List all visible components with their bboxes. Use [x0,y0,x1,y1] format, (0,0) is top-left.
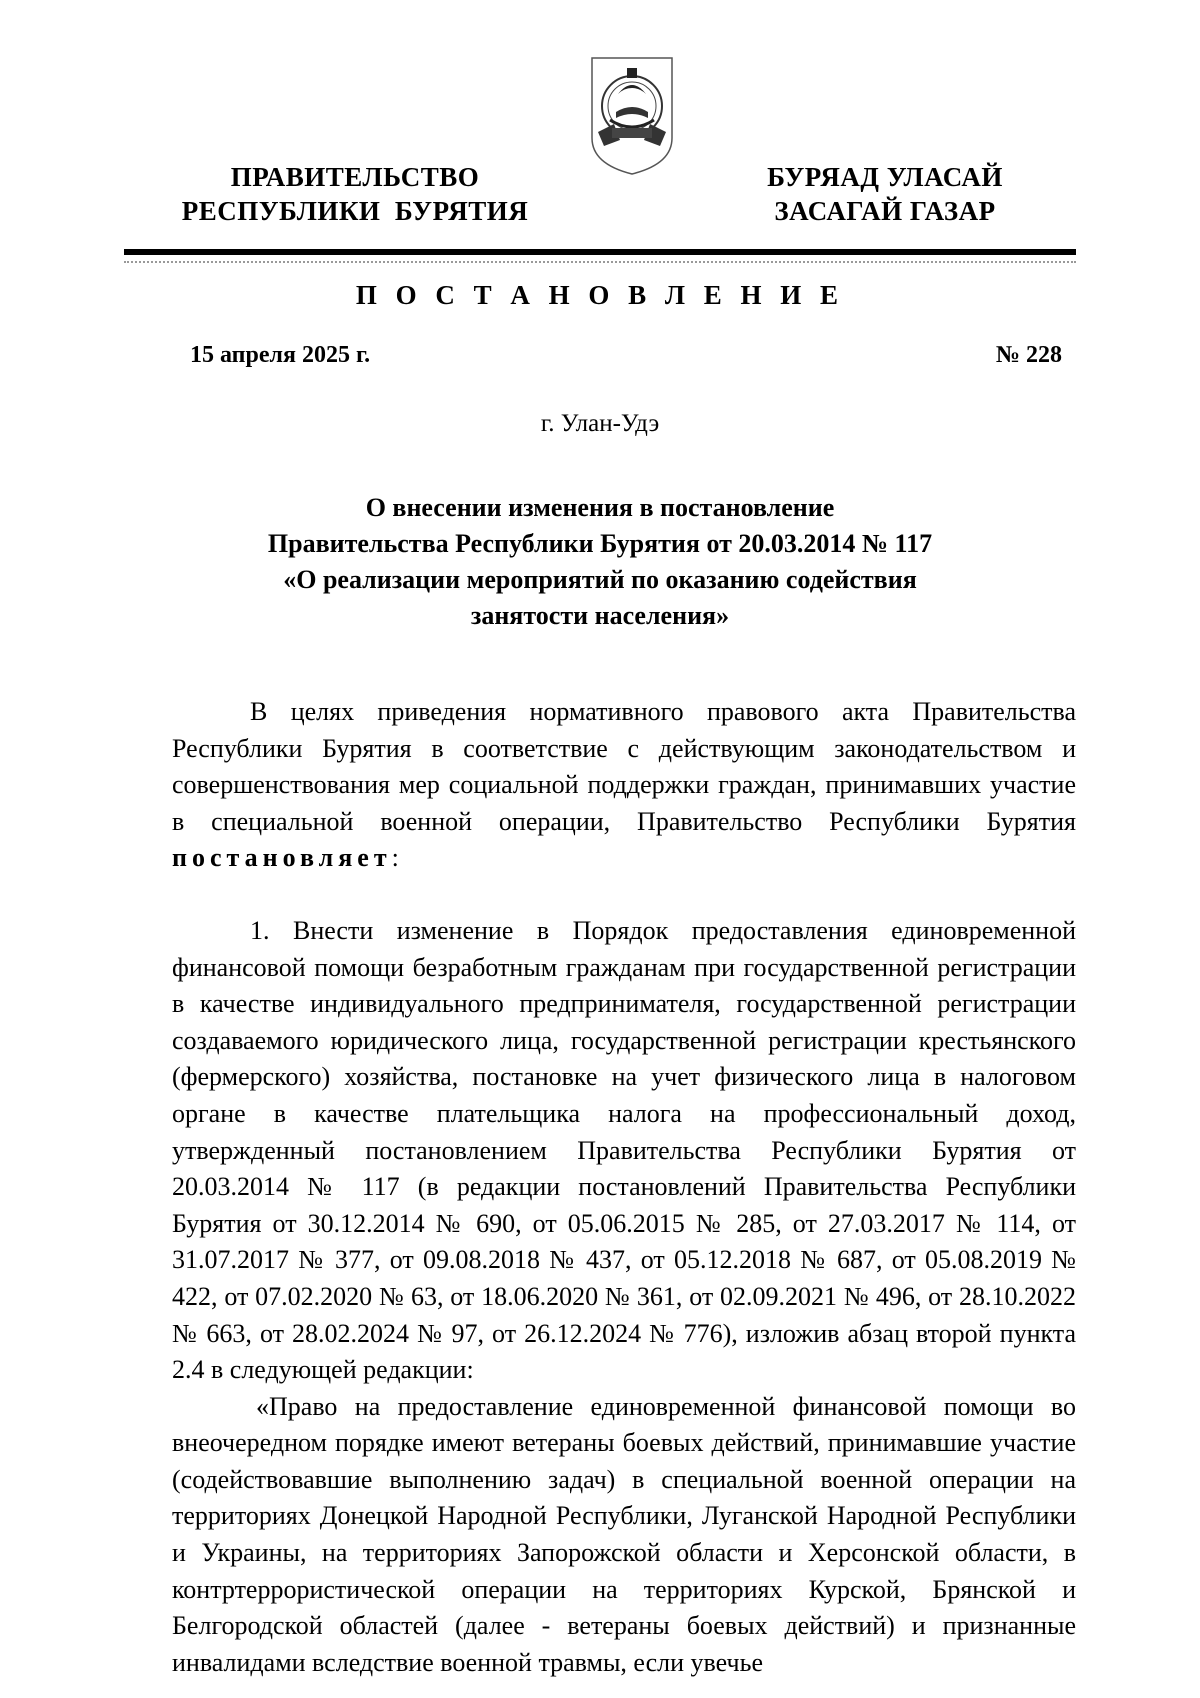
preamble-text: В целях приведения нормативного правового акта Правительства Республики Бурятия в соответствие с действующим законодательством и совершенствования мер социальной поддержки граждан, принимавших участие в специальной военной операции, Правительство Республики Бурятия [172,697,1076,836]
document-type: П О С Т А Н О В Л Е Н И Е [355,280,845,310]
header-divider-thick [124,249,1076,255]
document-number: № 228 [995,342,1062,368]
document-date: 15 апреля 2025 г. [190,342,371,368]
decree-word: постановляет [172,843,392,873]
title-line-3: «О реализации мероприятий по оказанию содействия [283,565,917,594]
quoted-paragraph: «Право на предоставление единовременной финансовой помощи во внеочередном порядке имеют ветераны боевых действий, принимавшие участие (содействовавшие выполнению задач) в специальной военной операции на территориях Донецкой Народной Республики, Луганской Народной Республики и Украины, на территориях Запорожской области и Херсонской области, в контртеррористической операции на территориях Курской, Брянской и Белгородской областей (далее - ветераны боевых действий) и признанные инвалидами вследствие военной травмы, если увечье [172,1391,1076,1677]
document-city: г. Улан-Удэ [540,410,660,437]
header-divider-thin [124,261,1076,263]
issuer-line-1: ПРАВИТЕЛЬСТВО [230,162,480,192]
document-title [170,490,1030,634]
decree-colon: : [391,843,399,873]
issuer-name-buryat [740,160,1030,228]
issuer-buryat-line-2: ЗАСАГАЙ ГАЗАР [774,196,996,226]
issuer-line-2: РЕСПУБЛИКИ БУРЯТИЯ [181,196,529,226]
title-line-1: О внесении изменения в постановление [365,493,835,522]
coat-of-arms-icon [588,54,676,176]
item-1-paragraph: 1. Внести изменение в Порядок предоставления единовременной финансовой помощи безработным гражданам при государственной регистрации в качестве индивидуального предпринимателя, государственной регистрации создаваемого юридического лица, государственной регистрации крестьянского (фермерского) хозяйства, постановке на учет физического лица в налоговом органе в качестве плательщика налога на профессиональный доход, утвержденный постановлением Правительства Республики Бурятия от 20.03.2014 № 117 (в редакции постановлений Правительства Республики Бурятия от 30.12.2014 № 690, от 05.06.2015 № 285, от 27.03.2017 № 114, от 31.07.2017 № 377, от 09.08.2018 № 437, от 05.12.2018 № 687, от 05.08.2019 № 422, от 07.02.2020 № 63, от 18.06.2020 № 361, от 02.09.2021 № 496, от 28.10.2022 № 663, от 28.02.2024 № 97, от 26.12.2024 № 776), изложив абзац второй пункта 2.4 в следующей редакции: [172,915,1076,1385]
document-body [172,694,1076,1681]
title-line-4: занятости населения» [470,601,730,630]
issuer-buryat-line-1: БУРЯАД УЛАСАЙ [767,162,1003,192]
preamble-paragraph [172,694,1076,877]
issuer-name-russian [170,160,540,228]
title-line-2: Правительства Республики Бурятия от 20.03.2014 № 117 [267,529,933,558]
